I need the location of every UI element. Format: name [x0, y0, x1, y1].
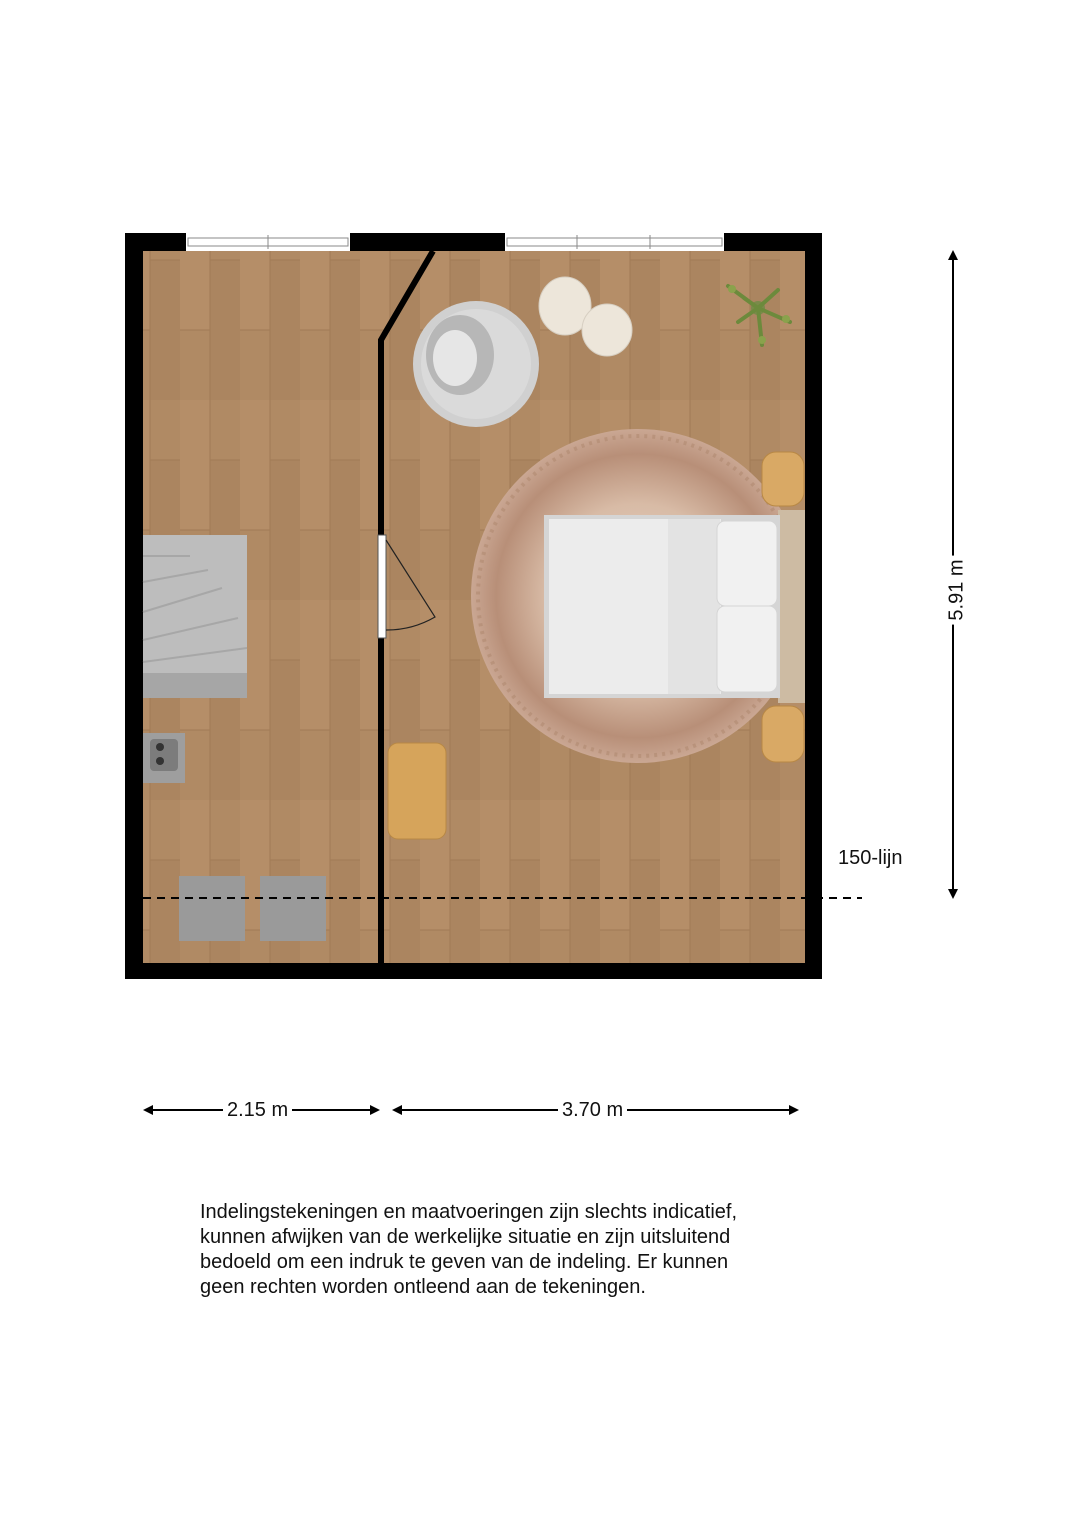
disclaimer [200, 1200, 840, 1300]
line-150-label: 150-lijn [838, 847, 903, 869]
left-room-width-label: 2.15 m [223, 1099, 292, 1121]
disclaimer-line: kunnen afwijken van de werkelijke situatie en zijn uitsluitend [200, 1226, 731, 1248]
nightstand-bottom [762, 706, 804, 762]
right-room-width-label: 3.70 m [558, 1099, 627, 1121]
depth-label: 5.91 m [946, 555, 969, 624]
washing-machine [143, 733, 185, 783]
staircase [143, 535, 247, 698]
armchair [413, 301, 539, 427]
disclaimer-line: geen rechten worden ontleend aan de tekeningen. [200, 1276, 646, 1298]
storage-box-1 [179, 876, 245, 941]
window-right [505, 233, 724, 251]
bed [544, 510, 805, 703]
nightstand-top [762, 452, 804, 506]
storage-box-2 [260, 876, 326, 941]
pouf-2 [582, 304, 632, 356]
rattan-bench [388, 743, 446, 839]
disclaimer-line: bedoeld om een indruk te geven van de indeling. Er kunnen [200, 1251, 729, 1273]
disclaimer-line: Indelingstekeningen en maatvoeringen zijn slechts indicatief, [200, 1201, 738, 1223]
depth-label-wrapper [940, 560, 974, 620]
window-left [186, 233, 350, 251]
